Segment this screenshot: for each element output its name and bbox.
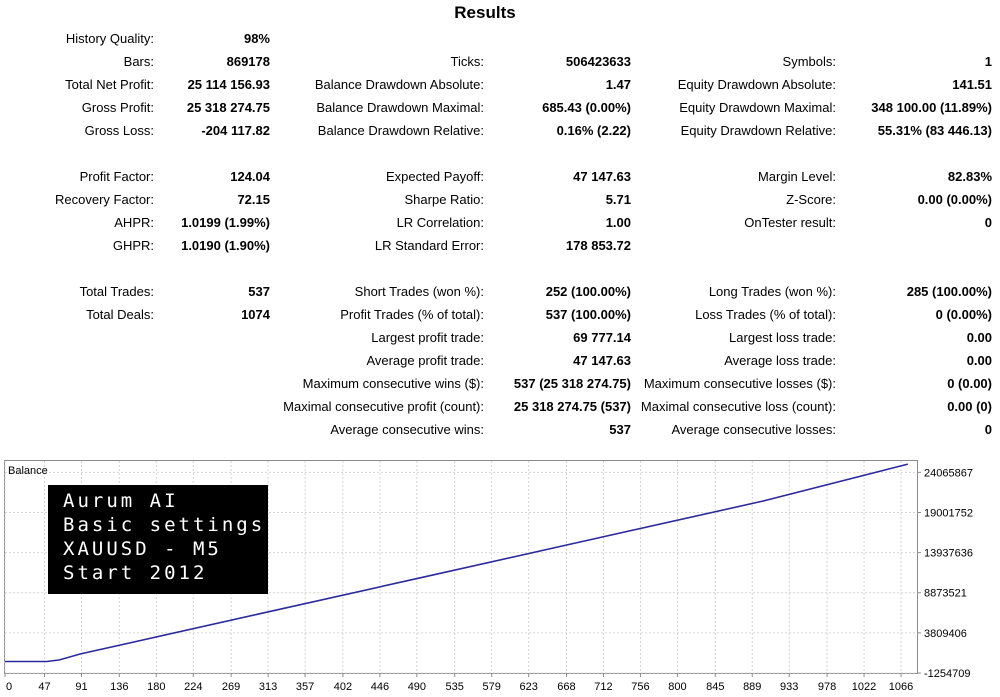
stat-value: 869178 <box>226 54 270 69</box>
stat-value: 1 <box>984 54 992 69</box>
x-tick-label: 0 <box>6 681 13 693</box>
y-tick-label: -1254709 <box>924 668 971 680</box>
stat-label: Profit Factor: <box>79 169 154 184</box>
x-tick-label: 535 <box>445 681 464 693</box>
stat-value: 178 853.72 <box>565 238 631 253</box>
stat-value: 537 <box>248 284 270 299</box>
stat-value: 285 (100.00%) <box>906 284 992 299</box>
stat-label: Total Net Profit: <box>65 77 154 92</box>
x-tick-label: 800 <box>668 681 687 693</box>
y-tick-label: 3809406 <box>924 627 967 640</box>
stat-label: Total Trades: <box>79 284 154 299</box>
stat-label: Gross Profit: <box>81 100 154 115</box>
stat-label: Bars: <box>123 54 154 69</box>
x-tick-label: 180 <box>147 681 166 693</box>
stat-value: 0.00 (0.00%) <box>917 192 992 207</box>
x-tick-label: 889 <box>743 681 762 693</box>
stat-label: Balance Drawdown Relative: <box>317 123 484 138</box>
x-tick-label: 47 <box>38 681 51 693</box>
y-tick-label: 13937636 <box>924 547 973 560</box>
overlay-line-name: Aurum AI <box>63 490 179 512</box>
stat-label: Equity Drawdown Maximal: <box>679 100 836 115</box>
stat-label: GHPR: <box>112 238 154 253</box>
stat-label: Maximal consecutive profit (count): <box>283 399 484 414</box>
stat-label: Loss Trades (% of total): <box>695 307 836 322</box>
stat-value: -204 117.82 <box>201 123 270 138</box>
stat-label: Balance Drawdown Absolute: <box>314 77 484 92</box>
y-tick-label: 8873521 <box>924 587 967 600</box>
x-tick-label: 357 <box>295 681 315 693</box>
x-axis-ticks <box>5 673 913 693</box>
overlay-line-start: Start 2012 <box>63 562 208 584</box>
stat-value: 5.71 <box>605 192 631 207</box>
stat-value: 1.0190 (1.90%) <box>181 238 270 253</box>
stat-label: Gross Loss: <box>84 123 154 138</box>
stat-value: 0.00 <box>966 353 992 368</box>
stat-value: 124.04 <box>230 169 270 184</box>
stat-value: 252 (100.00%) <box>545 284 631 299</box>
stat-label: Symbols: <box>782 54 836 69</box>
stat-value: 0 <box>984 215 992 230</box>
stat-value: 506423633 <box>565 54 631 69</box>
stat-label: Recovery Factor: <box>55 192 154 207</box>
stat-value: 0.00 <box>966 330 992 345</box>
x-tick-label: 446 <box>370 681 390 693</box>
stat-value: 25 318 274.75 (537) <box>513 399 631 414</box>
stat-label: Short Trades (won %): <box>354 284 484 299</box>
stat-value: 1.0199 (1.99%) <box>181 215 270 230</box>
overlay-line-symbol: XAUUSD - M5 <box>63 538 222 560</box>
stat-label: Sharpe Ratio: <box>404 192 484 207</box>
stat-value: 69 777.14 <box>573 330 631 345</box>
stat-label: Balance Drawdown Maximal: <box>316 100 484 115</box>
stat-value: 0.16% (2.22) <box>556 123 631 138</box>
y-tick-label: 19001752 <box>924 507 973 520</box>
x-tick-label: 978 <box>817 681 837 693</box>
x-tick-label: 269 <box>221 681 241 693</box>
stat-label: Average consecutive losses: <box>671 422 836 437</box>
x-tick-label: 1022 <box>851 681 877 693</box>
x-tick-label: 490 <box>407 681 427 693</box>
stat-label: AHPR: <box>114 215 154 230</box>
stat-label: Total Deals: <box>86 307 154 322</box>
stat-label: Largest profit trade: <box>371 330 484 345</box>
stat-value: 0 (0.00%) <box>935 307 992 322</box>
x-tick-label: 756 <box>631 681 650 693</box>
stat-value: 537 <box>609 422 631 437</box>
stat-value: 0 (0.00) <box>947 376 992 391</box>
x-tick-label: 712 <box>594 681 613 693</box>
y-axis-ticks <box>917 467 973 680</box>
stat-label: Maximal consecutive loss (count): <box>640 399 836 414</box>
stat-label: Average consecutive wins: <box>330 422 484 437</box>
stat-value: 47 147.63 <box>573 169 631 184</box>
stat-value: 348 100.00 (11.89%) <box>871 100 992 115</box>
stat-value: 47 147.63 <box>573 353 631 368</box>
strategy-overlay <box>48 485 268 594</box>
stat-label: Ticks: <box>450 54 484 69</box>
stat-label: Profit Trades (% of total): <box>340 307 484 322</box>
stat-value: 82.83% <box>947 169 992 184</box>
stat-value: 1074 <box>241 307 270 322</box>
stat-value: 25 318 274.75 <box>186 100 270 115</box>
x-tick-label: 136 <box>110 681 129 693</box>
stat-value: 72.15 <box>237 192 270 207</box>
y-tick-label: 24065867 <box>924 467 973 480</box>
x-tick-label: 313 <box>258 681 278 693</box>
stat-label: Margin Level: <box>757 169 836 184</box>
stat-label: History Quality: <box>65 31 154 46</box>
x-tick-label: 402 <box>333 681 353 693</box>
stat-value: 141.51 <box>952 77 992 92</box>
stat-value: 0 <box>984 422 992 437</box>
x-tick-label: 91 <box>75 681 88 693</box>
stat-label: Z-Score: <box>786 192 836 207</box>
stat-label: Maximum consecutive losses ($): <box>643 376 836 391</box>
stat-value: 1.00 <box>605 215 631 230</box>
stat-label: Maximum consecutive wins ($): <box>302 376 484 391</box>
stat-label: Average loss trade: <box>724 353 836 368</box>
stat-label: Expected Payoff: <box>385 169 484 184</box>
overlay-line-settings: Basic settings <box>63 514 266 536</box>
x-tick-label: 845 <box>706 681 725 693</box>
stat-value: 1.47 <box>605 77 631 92</box>
x-tick-label: 668 <box>557 681 576 693</box>
stat-value: 55.31% (83 446.13) <box>877 123 992 138</box>
stat-value: 537 (25 318 274.75) <box>513 376 631 391</box>
stat-value: 537 (100.00%) <box>545 307 631 322</box>
stat-label: LR Correlation: <box>396 215 484 230</box>
stat-value: 98% <box>243 31 270 46</box>
stat-label: LR Standard Error: <box>374 238 484 253</box>
stat-label: Largest loss trade: <box>729 330 836 345</box>
report-title: Results <box>454 3 516 22</box>
stat-label: Equity Drawdown Relative: <box>680 123 836 138</box>
x-tick-label: 224 <box>184 681 203 693</box>
stat-value: 685.43 (0.00%) <box>542 100 631 115</box>
x-tick-label: 623 <box>519 681 538 693</box>
stat-label: OnTester result: <box>744 215 836 230</box>
stat-label: Average profit trade: <box>366 353 484 368</box>
stat-value: 0.00 (0) <box>947 399 992 414</box>
chart-title: Balance <box>8 465 48 477</box>
x-tick-label: 933 <box>780 681 799 693</box>
x-tick-label: 579 <box>482 681 501 693</box>
stat-label: Long Trades (won %): <box>708 284 836 299</box>
stat-value: 25 114 156.93 <box>187 77 270 92</box>
stat-label: Equity Drawdown Absolute: <box>677 77 836 92</box>
x-tick-label: 1066 <box>888 681 914 693</box>
